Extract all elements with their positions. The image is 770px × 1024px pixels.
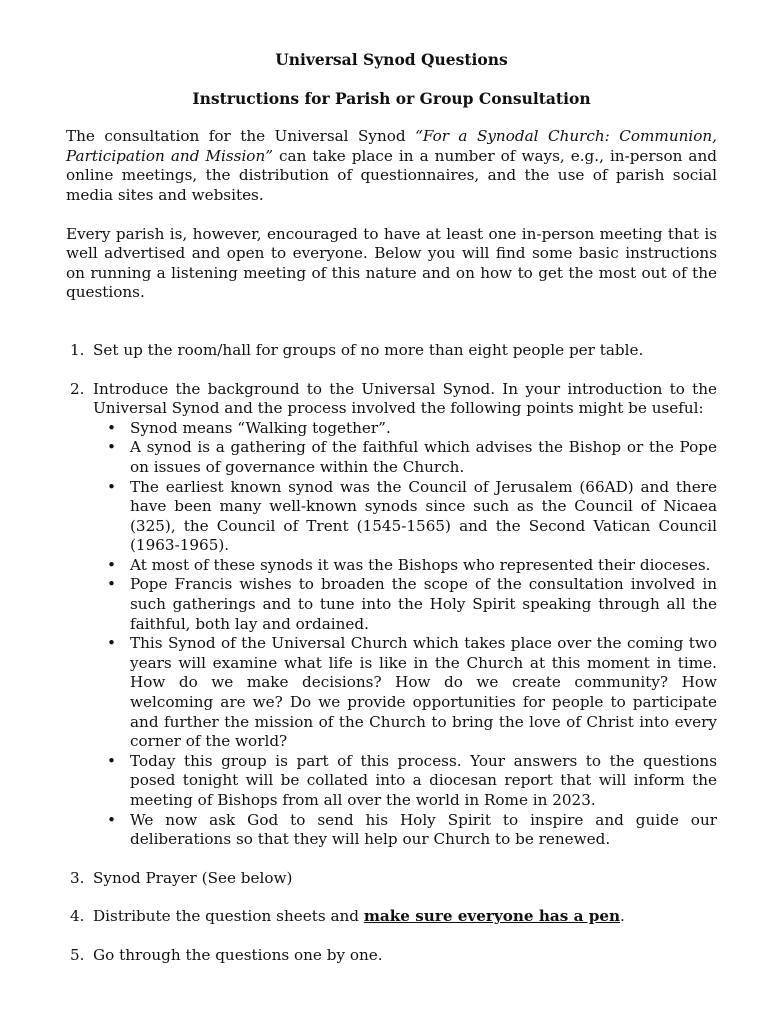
bullet-text: A synod is a gathering of the faithful which advises the Bishop or the Pope on issues of governance within the Church.: [130, 438, 717, 476]
bullet-dot: •: [107, 477, 116, 496]
bullet-text: We now ask God to send his Holy Spirit to inspire and guide our deliberations so that they will help our Church to be renewed.: [130, 810, 717, 849]
bullet-text: Pope Francis wishes to broaden the scope of the consultation involved in such gatherings and to tune into the Holy Spirit speaking through all the faithful, both lay and ordained.: [130, 575, 717, 633]
intro-text-start: The consultation for the Universal Synod: [66, 127, 416, 146]
background-points: [93, 419, 717, 850]
step-2: [66, 380, 717, 850]
bullet-text: Today this group is part of this process. Your answers to the questions posed tonight will be collated into a diocesan report that will inform the meeting of Bishops from all over the world in Rome in 2023.: [130, 751, 717, 809]
bullet-item: [93, 575, 717, 634]
bullet-dot: •: [107, 575, 116, 594]
step-text: Introduce the background to the Universal Synod. In your introduction to the Universal Synod and the process involved the following points might be useful:: [93, 379, 717, 418]
step-3: [66, 869, 717, 889]
bullet-text: The earliest known synod was the Council of Jerusalem (66AD) and there have been many well-known synods since such as the Council of Nicaea (325), the Council of Trent (1545-1565) and the Second Vatican Council (1963-1965).: [130, 477, 717, 555]
bullet-text: At most of these synods it was the Bishops who represented their dioceses.: [130, 555, 711, 574]
synod-theme-title: “For a Synodal Church: Communion, Participation and Mission”: [66, 127, 718, 165]
bullet-item: [93, 438, 717, 477]
meeting-paragraph: Every parish is, however, encouraged to have at least one in-person meeting that is well advertised and open to everyone. Below you will find some basic instructions on running a listening meeting of this nature and on how to get the most out of the questions.: [66, 224, 717, 302]
step-number: 4.: [70, 907, 85, 926]
step-text: [93, 907, 717, 927]
step-number: 5.: [70, 945, 85, 964]
step-text-start: Distribute the question sheets and: [93, 907, 364, 926]
intro-paragraph: [66, 127, 717, 205]
document-title: Universal Synod Questions: [275, 50, 508, 69]
bullet-item: [93, 752, 717, 811]
step-number: 1.: [70, 340, 85, 359]
step-text: Go through the questions one by one.: [93, 945, 383, 964]
bullet-item: [93, 478, 717, 556]
step-1: [66, 341, 717, 361]
pen-reminder: make sure everyone has a pen: [363, 907, 621, 926]
bullet-dot: •: [107, 555, 116, 574]
step-text: Synod Prayer (See below): [93, 868, 293, 887]
document-subtitle: Instructions for Parish or Group Consultation: [192, 88, 591, 108]
bullet-item: [93, 556, 717, 576]
document-page: [66, 50, 717, 966]
step-number: 3.: [70, 868, 85, 887]
bullet-dot: •: [107, 418, 116, 437]
bullet-dot: •: [107, 438, 116, 457]
bullet-item: [93, 419, 717, 439]
step-4: [66, 907, 717, 927]
bullet-item: [93, 634, 717, 752]
step-text: Set up the room/hall for groups of no more than eight people per table.: [93, 340, 644, 359]
instruction-steps: [66, 341, 717, 966]
bullet-dot: •: [107, 810, 116, 829]
bullet-text: Synod means “Walking together”.: [130, 418, 391, 437]
bullet-text: This Synod of the Universal Church which takes place over the coming two years will examine what life is like in the Church at this moment in time. How do we make decisions? How do we create community? How welcoming are we? Do we provide opportunities for people to participate and further the mission of the Church to bring the love of Christ into every corner of the world?: [130, 634, 717, 751]
step-number: 2.: [70, 379, 85, 398]
step-text-end: .: [620, 907, 625, 926]
intro-text-end: can take place in a number of ways, e.g., in-person and online meetings, the distribution of questionnaires, and the use of parish social media sites and websites.: [66, 146, 717, 204]
step-5: [66, 946, 717, 966]
bullet-item: [93, 811, 717, 850]
bullet-dot: •: [107, 751, 116, 770]
bullet-dot: •: [107, 634, 116, 653]
